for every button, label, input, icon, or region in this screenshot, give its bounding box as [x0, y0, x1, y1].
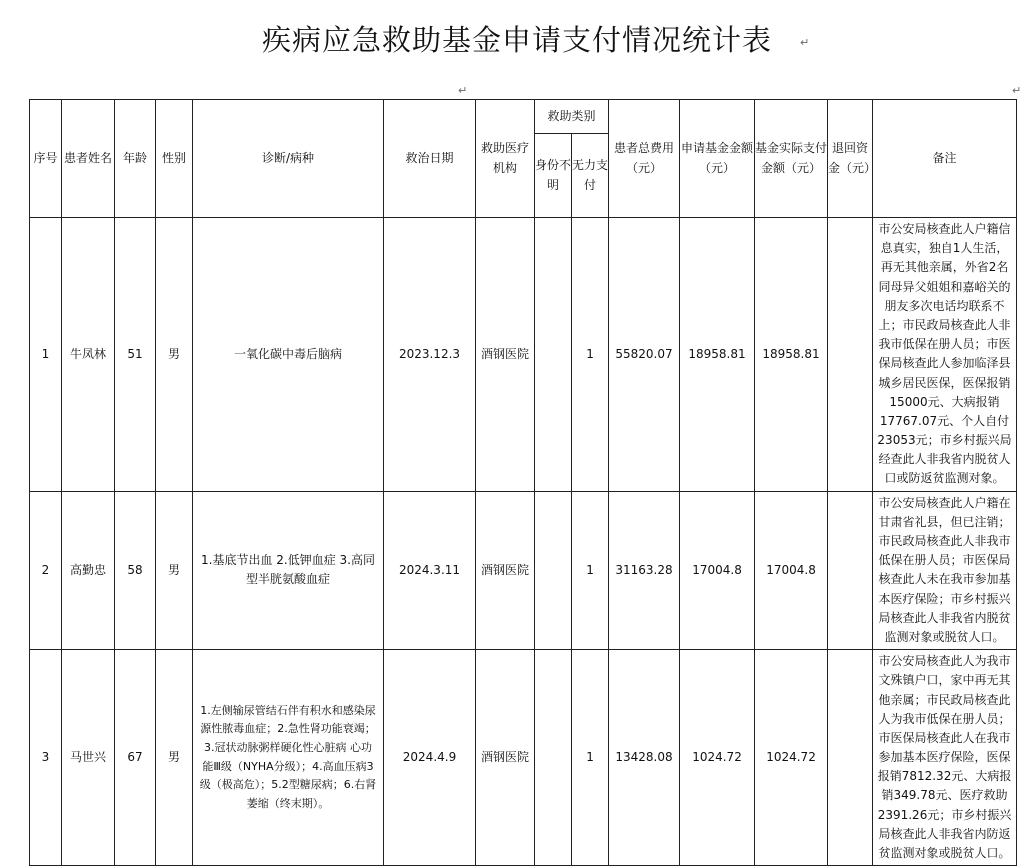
- cell-total: 13428.08: [609, 650, 680, 866]
- cell-apply: 18958.81: [680, 218, 755, 492]
- cell-identity-unknown: [535, 218, 572, 492]
- cell-refund: [828, 650, 873, 866]
- cell-age: 58: [115, 491, 156, 650]
- col-header-sex: 性别: [156, 100, 193, 218]
- cell-actual: 1024.72: [755, 650, 828, 866]
- col-header-date: 救治日期: [384, 100, 476, 218]
- col-header-total: 患者总费用（元）: [609, 100, 680, 218]
- cell-name: 马世兴: [62, 650, 115, 866]
- cell-date: 2023.12.3: [384, 218, 476, 492]
- cell-name: 牛凤林: [62, 218, 115, 492]
- cell-identity-unknown: [535, 650, 572, 866]
- col-header-seq: 序号: [30, 100, 62, 218]
- col-header-identity-unknown: 身份不明: [535, 134, 572, 218]
- cell-remark: 市公安局核查此人户籍信息真实，独自1人生活，再无其他亲属，外省2名同母异父姐姐和嘉峪关的朋友多次电话均联系不上；市民政局核查此人非我市低保在册人员；市医保局核查此人参加临泽县城乡居民医保，医保报销15000元、大病报销17767.07元、个人自付23053元；市乡村振兴局经查此人非我省内脱贫人口或防返贫监测对象。: [873, 218, 1017, 492]
- cell-identity-unknown: [535, 491, 572, 650]
- cell-total: 55820.07: [609, 218, 680, 492]
- paragraph-mark-icon: ↵: [458, 84, 468, 97]
- cell-unable-to-pay: 1: [572, 491, 609, 650]
- cell-age: 51: [115, 218, 156, 492]
- col-header-name: 患者姓名: [62, 100, 115, 218]
- cell-seq: 2: [30, 491, 62, 650]
- cell-sex: 男: [156, 650, 193, 866]
- page-title: 疾病应急救助基金申请支付情况统计表: [261, 23, 772, 57]
- col-header-category: 救助类别: [535, 100, 609, 134]
- col-header-age: 年龄: [115, 100, 156, 218]
- col-header-unable-to-pay: 无力支付: [572, 134, 609, 218]
- paragraph-mark-icon: ↵: [800, 36, 810, 49]
- col-header-refund: 退回资金（元）: [828, 100, 873, 218]
- cell-actual: 17004.8: [755, 491, 828, 650]
- cell-total: 31163.28: [609, 491, 680, 650]
- cell-actual: 18958.81: [755, 218, 828, 492]
- cell-sex: 男: [156, 491, 193, 650]
- cell-hospital: 酒钢医院: [476, 218, 535, 492]
- cell-unable-to-pay: 1: [572, 218, 609, 492]
- table-row: [30, 650, 1017, 866]
- cell-remark: 市公安局核查此人户籍在甘肃省礼县，但已注销；市民政局核查此人非我市低保在册人员；市医保局核查此人未在我市参加基本医疗保险；市乡村振兴局核查此人非我省内脱贫监测对象或脱贫人口。: [873, 491, 1017, 650]
- col-header-actual: 基金实际支付金额（元）: [755, 100, 828, 218]
- cell-diagnosis: 1.左侧输尿管结石伴有积水和感染尿源性脓毒血症；2.急性肾功能衰竭；3.冠状动脉粥样硬化性心脏病 心功能Ⅲ级（NYHA分级）；4.高血压病3级（极高危）；5.2型糖尿病；6.右肾萎缩（终末期）。: [193, 650, 384, 866]
- table-row: [30, 491, 1017, 650]
- col-header-remark: 备注: [873, 100, 1017, 218]
- col-header-apply: 申请基金金额（元）: [680, 100, 755, 218]
- cell-date: 2024.3.11: [384, 491, 476, 650]
- cell-seq: 3: [30, 650, 62, 866]
- cell-name: 高勤忠: [62, 491, 115, 650]
- header-row: [30, 100, 1017, 134]
- col-header-hospital: 救助医疗机构: [476, 100, 535, 218]
- col-header-diagnosis: 诊断/病种: [193, 100, 384, 218]
- cell-seq: 1: [30, 218, 62, 492]
- statistics-table: [29, 99, 1017, 866]
- cell-apply: 17004.8: [680, 491, 755, 650]
- cell-hospital: 酒钢医院: [476, 491, 535, 650]
- cell-date: 2024.4.9: [384, 650, 476, 866]
- paragraph-mark-icon: ↵: [1012, 84, 1022, 97]
- cell-refund: [828, 491, 873, 650]
- cell-refund: [828, 218, 873, 492]
- cell-diagnosis: 一氧化碳中毒后脑病: [193, 218, 384, 492]
- cell-hospital: 酒钢医院: [476, 650, 535, 866]
- cell-diagnosis: 1.基底节出血 2.低钾血症 3.高同型半胱氨酸血症: [193, 491, 384, 650]
- cell-age: 67: [115, 650, 156, 866]
- cell-sex: 男: [156, 218, 193, 492]
- cell-remark: 市公安局核查此人为我市文殊镇户口，家中再无其他亲属；市民政局核查此人为我市低保在册人员；市医保局核查此人在我市参加基本医疗保险，医保报销7812.32元、大病报销349.78元、医疗救助2391.26元；市乡村振兴局核查此人非我省内防返贫监测对象或脱贫人口。: [873, 650, 1017, 866]
- cell-unable-to-pay: 1: [572, 650, 609, 866]
- table-row: [30, 218, 1017, 492]
- cell-apply: 1024.72: [680, 650, 755, 866]
